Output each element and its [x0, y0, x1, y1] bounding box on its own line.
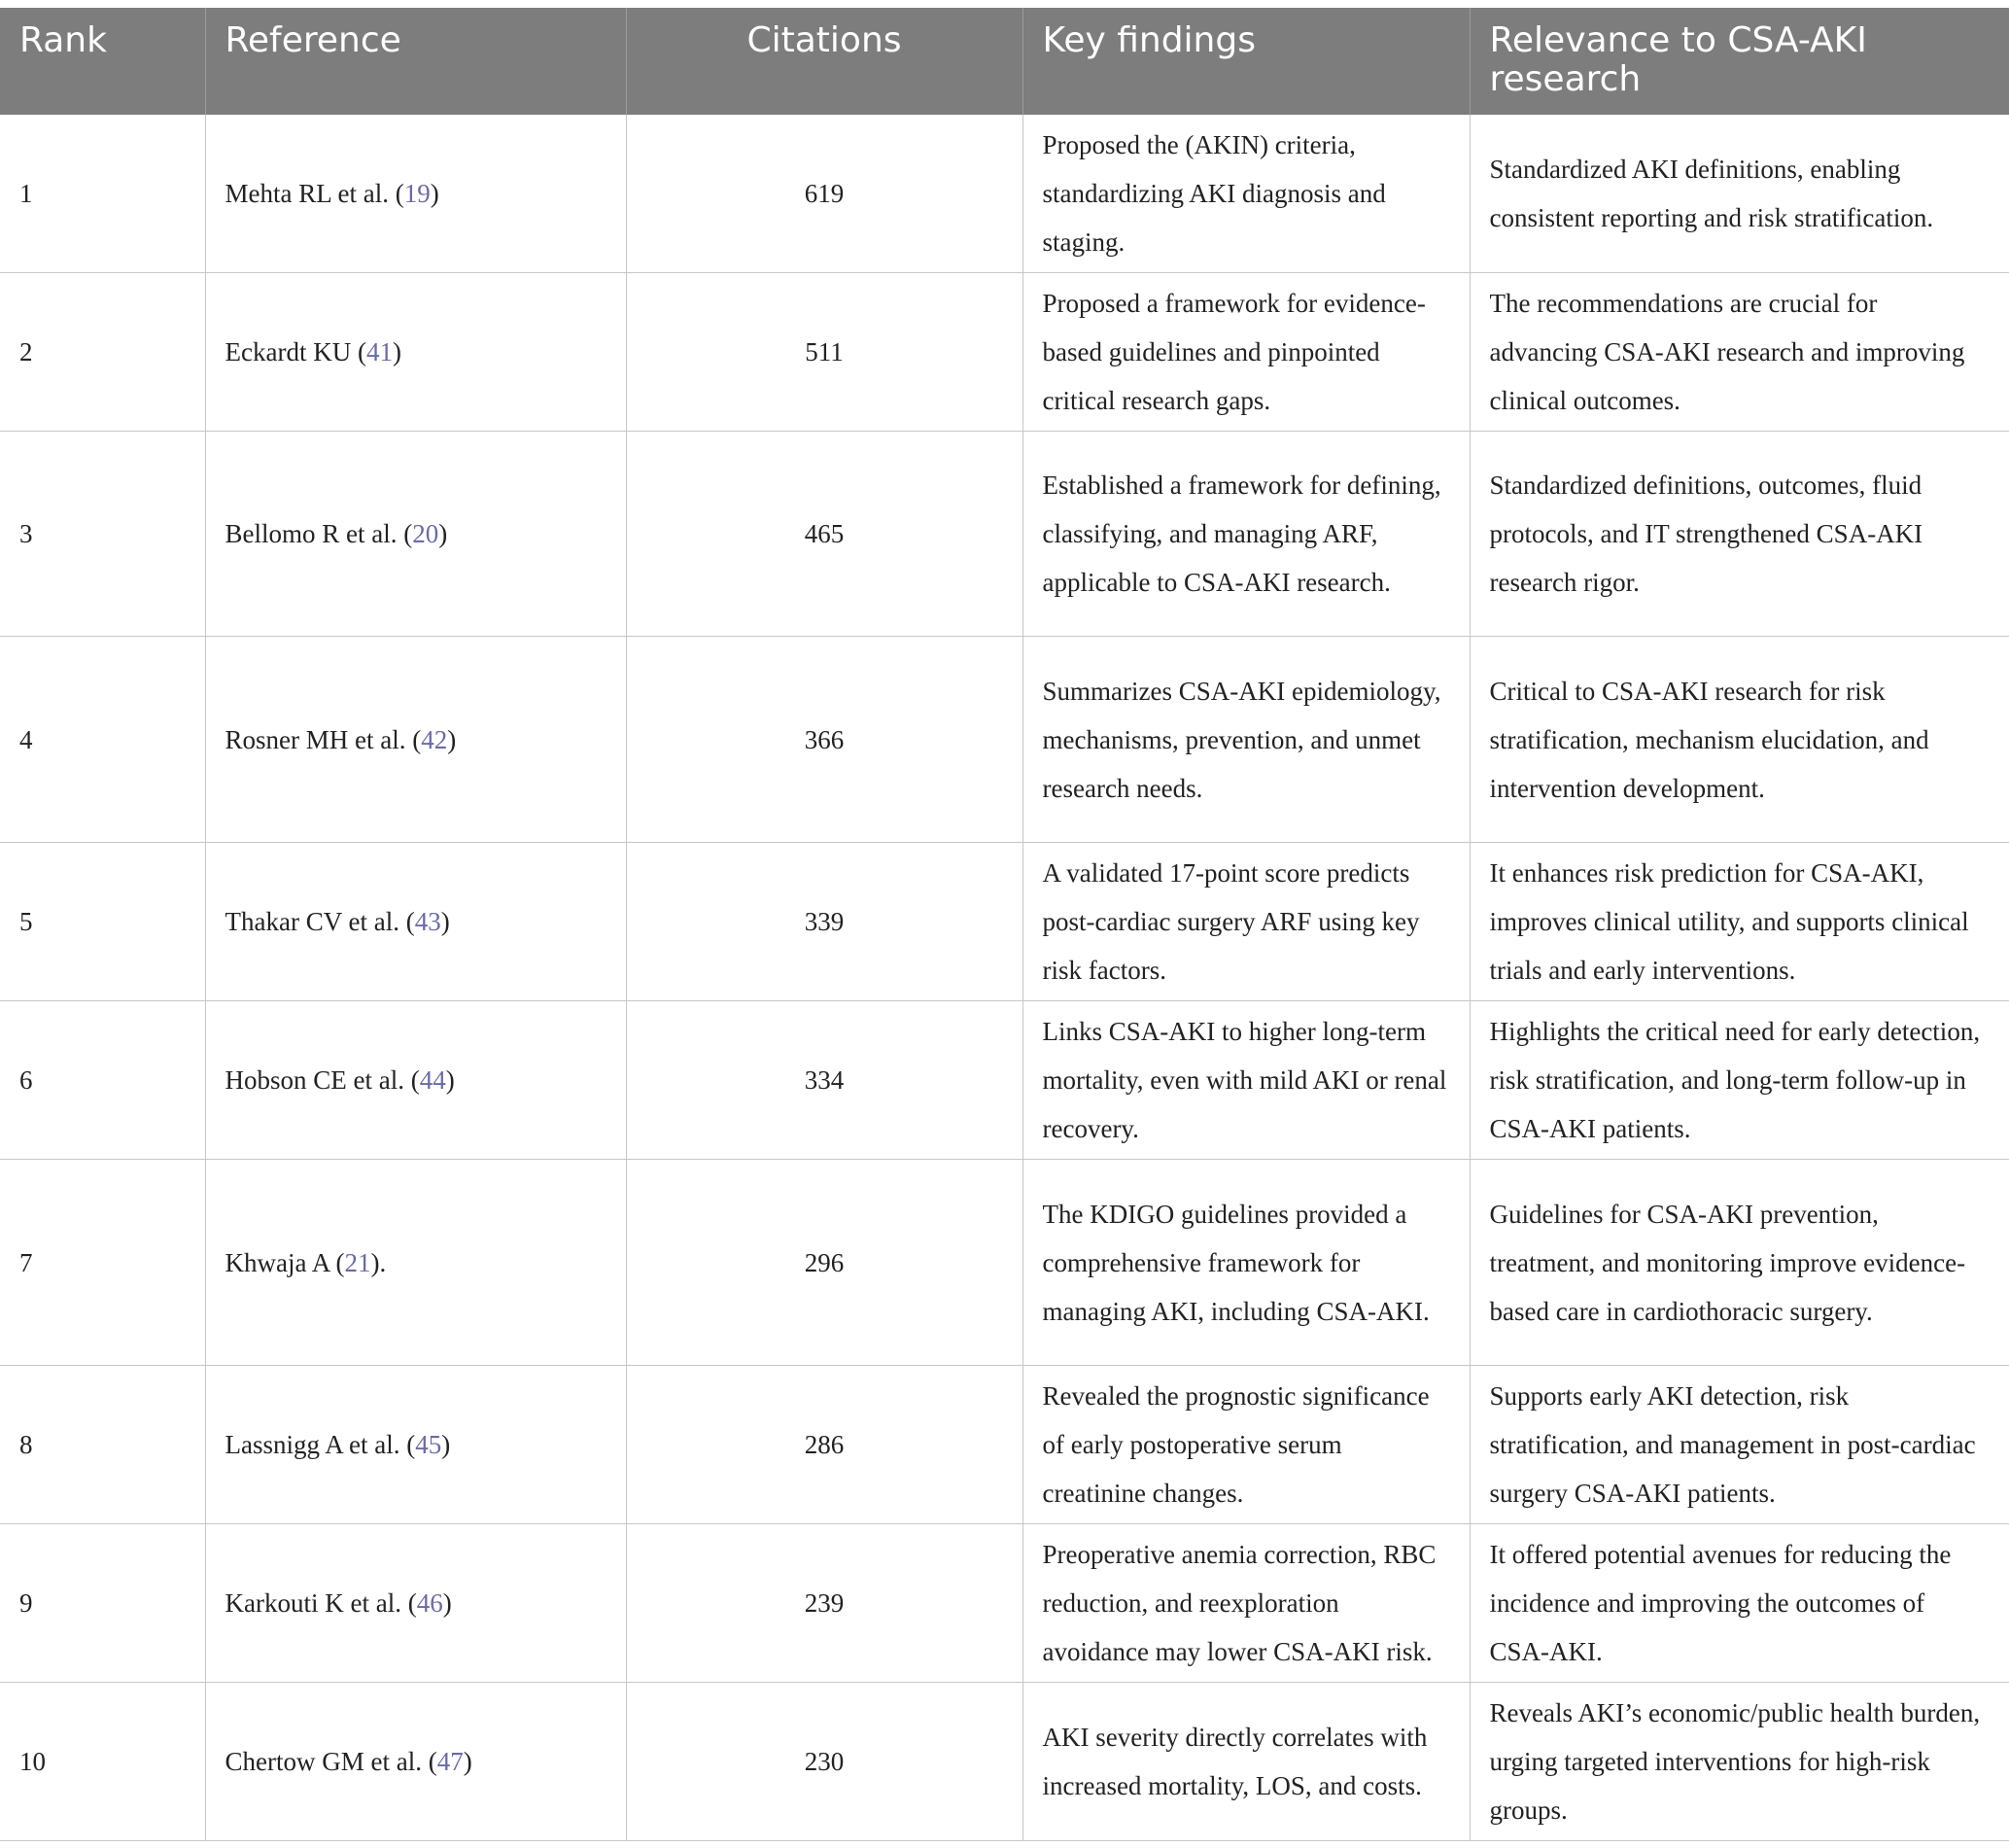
reference-cell — [205, 115, 626, 273]
reference-author: Bellomo R et al. ( — [225, 519, 413, 548]
rank-cell: 4 — [0, 637, 205, 843]
rank-cell: 6 — [0, 1001, 205, 1160]
rank-cell: 3 — [0, 432, 205, 637]
reference-cell — [205, 1366, 626, 1524]
reference-author: Mehta RL et al. ( — [225, 179, 404, 208]
reference-author: Lassnigg A et al. ( — [225, 1430, 416, 1459]
rank-cell: 7 — [0, 1160, 205, 1366]
table-row — [0, 115, 2009, 273]
key-findings-cell: Proposed a framework for evidence-based guidelines and pinpointed critical research gaps. — [1022, 273, 1470, 432]
header-reference: Reference — [205, 8, 626, 115]
relevance-cell: Standardized definitions, outcomes, fluid protocols, and IT strengthened CSA-AKI research rigor. — [1470, 432, 2009, 637]
reference-link[interactable]: 45 — [415, 1430, 442, 1459]
reference-link[interactable]: 47 — [436, 1747, 464, 1776]
reference-link[interactable]: 43 — [414, 907, 441, 936]
relevance-cell: Highlights the critical need for early detection, risk stratification, and long-term follow-up in CSA-AKI patients. — [1470, 1001, 2009, 1160]
table-row — [0, 432, 2009, 637]
reference-close: ) — [445, 1065, 455, 1095]
citations-cell: 239 — [626, 1524, 1022, 1683]
reference-cell — [205, 432, 626, 637]
reference-cell — [205, 843, 626, 1001]
rank-cell: 10 — [0, 1683, 205, 1841]
relevance-cell: Guidelines for CSA-AKI prevention, treatment, and monitoring improve evidence-based care in cardiothoracic surgery. — [1470, 1160, 2009, 1366]
citations-cell: 296 — [626, 1160, 1022, 1366]
rank-cell: 2 — [0, 273, 205, 432]
citations-cell: 366 — [626, 637, 1022, 843]
citations-table — [0, 8, 2009, 1841]
citations-cell: 230 — [626, 1683, 1022, 1841]
reference-cell — [205, 1524, 626, 1683]
reference-link[interactable]: 21 — [344, 1247, 371, 1277]
key-findings-cell: A validated 17-point score predicts post-cardiac surgery ARF using key risk factors. — [1022, 843, 1470, 1001]
reference-close: ) — [441, 1430, 451, 1459]
table-body — [0, 115, 2009, 1841]
reference-close: ). — [370, 1247, 387, 1277]
reference-close: ) — [447, 724, 457, 754]
relevance-cell: It enhances risk prediction for CSA-AKI, improves clinical utility, and supports clinical trials and early interventions. — [1470, 843, 2009, 1001]
table-row — [0, 1001, 2009, 1160]
rank-cell: 1 — [0, 115, 205, 273]
reference-author: Karkouti K et al. ( — [225, 1588, 417, 1618]
reference-author: Rosner MH et al. ( — [225, 724, 422, 754]
reference-link[interactable]: 44 — [419, 1065, 446, 1095]
relevance-cell: Supports early AKI detection, risk stratification, and management in post-cardiac surgery CSA-AKI patients. — [1470, 1366, 2009, 1524]
table-row — [0, 1366, 2009, 1524]
reference-cell — [205, 637, 626, 843]
rank-cell: 9 — [0, 1524, 205, 1683]
reference-cell — [205, 1683, 626, 1841]
key-findings-cell: The KDIGO guidelines provided a comprehensive framework for managing AKI, including CSA-AKI. — [1022, 1160, 1470, 1366]
table-row — [0, 1160, 2009, 1366]
key-findings-cell: Proposed the (AKIN) criteria, standardizing AKI diagnosis and staging. — [1022, 115, 1470, 273]
reference-author: Hobson CE et al. ( — [225, 1065, 420, 1095]
reference-close: ) — [440, 907, 450, 936]
relevance-cell: Reveals AKI’s economic/public health burden, urging targeted interventions for high-risk groups. — [1470, 1683, 2009, 1841]
header-row — [0, 8, 2009, 115]
relevance-cell: It offered potential avenues for reducing the incidence and improving the outcomes of CSA-AKI. — [1470, 1524, 2009, 1683]
header-rank: Rank — [0, 8, 205, 115]
citations-cell: 619 — [626, 115, 1022, 273]
reference-close: ) — [392, 337, 401, 366]
reference-close: ) — [438, 519, 448, 548]
header-relevance: Relevance to CSA-AKI research — [1470, 8, 2009, 115]
header-citations: Citations — [626, 8, 1022, 115]
reference-author: Chertow GM et al. ( — [225, 1747, 437, 1776]
citations-cell: 334 — [626, 1001, 1022, 1160]
reference-close: ) — [442, 1588, 452, 1618]
table-row — [0, 637, 2009, 843]
reference-cell — [205, 273, 626, 432]
key-findings-cell: Links CSA-AKI to higher long-term mortality, even with mild AKI or renal recovery. — [1022, 1001, 1470, 1160]
table-row — [0, 273, 2009, 432]
reference-link[interactable]: 20 — [412, 519, 439, 548]
reference-cell — [205, 1001, 626, 1160]
table-row — [0, 1683, 2009, 1841]
reference-link[interactable]: 46 — [416, 1588, 443, 1618]
reference-link[interactable]: 42 — [421, 724, 448, 754]
reference-link[interactable]: 41 — [365, 337, 393, 366]
reference-author: Thakar CV et al. ( — [225, 907, 415, 936]
reference-author: Eckardt KU ( — [225, 337, 366, 366]
reference-link[interactable]: 19 — [403, 179, 431, 208]
relevance-cell: Standardized AKI definitions, enabling consistent reporting and risk stratification. — [1470, 115, 2009, 273]
key-findings-cell: AKI severity directly correlates with increased mortality, LOS, and costs. — [1022, 1683, 1470, 1841]
reference-close: ) — [463, 1747, 472, 1776]
rank-cell: 5 — [0, 843, 205, 1001]
table-row — [0, 1524, 2009, 1683]
key-findings-cell: Established a framework for defining, classifying, and managing ARF, applicable to CSA-AKI research. — [1022, 432, 1470, 637]
key-findings-cell: Revealed the prognostic significance of early postoperative serum creatinine changes. — [1022, 1366, 1470, 1524]
header-key-findings: Key findings — [1022, 8, 1470, 115]
reference-close: ) — [430, 179, 439, 208]
citations-cell: 511 — [626, 273, 1022, 432]
rank-cell: 8 — [0, 1366, 205, 1524]
key-findings-cell: Summarizes CSA-AKI epidemiology, mechanisms, prevention, and unmet research needs. — [1022, 637, 1470, 843]
table-header — [0, 8, 2009, 115]
key-findings-cell: Preoperative anemia correction, RBC reduction, and reexploration avoidance may lower CSA-AKI risk. — [1022, 1524, 1470, 1683]
reference-author: Khwaja A ( — [225, 1247, 345, 1277]
citations-cell: 286 — [626, 1366, 1022, 1524]
table-row — [0, 843, 2009, 1001]
relevance-cell: The recommendations are crucial for advancing CSA-AKI research and improving clinical outcomes. — [1470, 273, 2009, 432]
citations-cell: 465 — [626, 432, 1022, 637]
reference-cell — [205, 1160, 626, 1366]
citations-cell: 339 — [626, 843, 1022, 1001]
relevance-cell: Critical to CSA-AKI research for risk stratification, mechanism elucidation, and intervention development. — [1470, 637, 2009, 843]
